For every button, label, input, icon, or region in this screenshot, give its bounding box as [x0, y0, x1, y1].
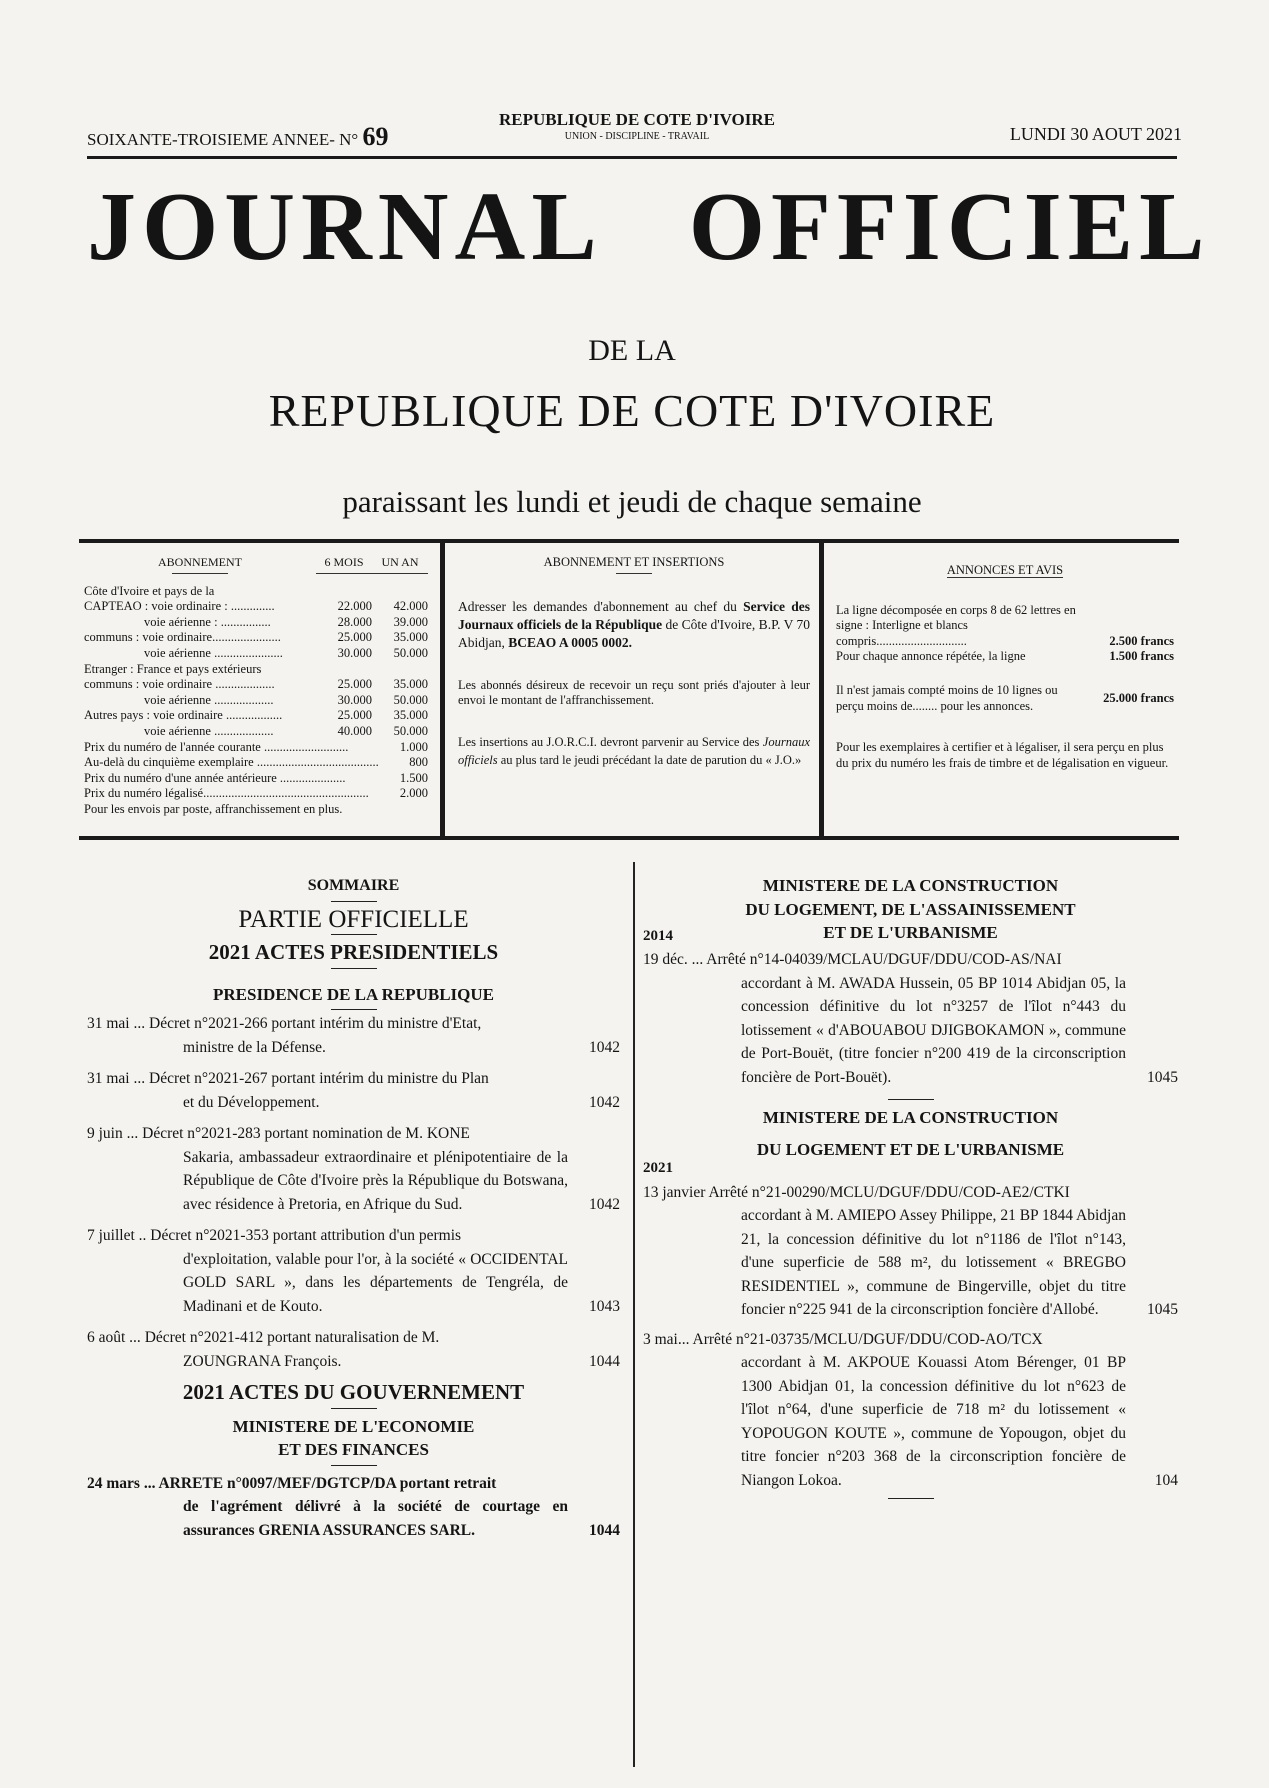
ministere-construction-3: ET DE L'URBANISME — [823, 923, 998, 942]
issue-number: 69 — [362, 122, 389, 151]
right-entry-2: 13 janvier Arrêté n°21-00290/MCLU/DGUF/DDU/COD-AE2/CTKI accordant à M. AMIEPO Assey Philippe, 21 BP 1844 Abidjan 21, la concession définitive du lot n°1186 de l'îlot n°143, d'une superficie de 588 m², du lotissement « BREGBO RESIDENTIEL », commune de Bingerville, objet du titre foncier n°225 941 de la circonscription foncière d'Allobé. 1045 — [643, 1183, 1178, 1318]
box-bottom-rule — [79, 836, 1179, 840]
row-label: Autres pays : voie ordinaire .................. — [84, 708, 283, 723]
price-row — [84, 740, 428, 756]
insertions-heading: ABONNEMENT ET INSERTIONS — [458, 555, 810, 574]
box-separator-2 — [819, 542, 824, 836]
price-value: 800 — [409, 755, 428, 770]
box-top-rule — [79, 539, 1179, 543]
masthead-country: REPUBLIQUE DE COTE D'IVOIRE — [268, 385, 996, 436]
row-un-an: 35.000 — [393, 708, 428, 723]
row-un-an: 50.000 — [393, 692, 428, 707]
sommaire-entry — [87, 1122, 620, 1216]
actes-presidentiels: 2021 ACTES PRESIDENTIELS — [208, 940, 499, 964]
issue-label — [87, 122, 388, 152]
insertions-p3: Les insertions au J.O.R.C.I. devront parvenir au Service des Journaux officiels au plus tard le jeudi précédant la date de parution du « J.O.» — [458, 734, 810, 767]
price-label: Prix du numéro légalisé..................................................... — [84, 786, 369, 801]
entry-title: Décret n°2021-412 portant naturalisation de M. — [144, 1329, 440, 1346]
price-line: La ligne décomposée en corps 8 de 62 lettres en signe : Interligne et blancs compris............................. 2.500 francs — [836, 602, 1174, 648]
row-un-an: 35.000 — [393, 630, 428, 645]
entry-page: 1043 — [589, 1297, 620, 1315]
year-2014: 2014 — [643, 927, 673, 944]
header-6-mois: 6 MOIS — [324, 555, 364, 569]
sommaire-entry — [87, 1224, 620, 1318]
masthead-title: JOURNAL OFFICIEL — [87, 173, 1211, 281]
entry-title: Décret n°2021-267 portant intérim du ministre du Plan — [149, 1070, 489, 1087]
actes-gouvernement: 2021 ACTES DU GOUVERNEMENT — [182, 1380, 525, 1404]
price-label: Prix du numéro d'une année antérieure ..................... — [84, 770, 346, 785]
top-bar — [87, 108, 1182, 151]
entry-date: 31 mai ... — [87, 1070, 146, 1087]
box-separator-1 — [440, 542, 445, 836]
row-label: communs : voie ordinaire ................... — [84, 677, 275, 692]
header-abonnement: ABONNEMENT — [158, 555, 242, 569]
price-value: 1.500 — [399, 770, 428, 785]
row-un-an: 50.000 — [393, 645, 428, 660]
entry-text: Sakaria, ambassadeur extraordinaire et plénipotentiaire de la République de Côte d'Ivoire près la République du Botswana, avec résidence à Pretoria, en Afrique du Sud. — [183, 1148, 568, 1213]
price-repeat: Pour chaque annonce répétée, la ligne 1.500 francs — [836, 649, 1174, 664]
price-min: Il n'est jamais compté moins de 10 lignes ou perçu moins de........ pour les annonces. 25.000 francs — [836, 682, 1174, 713]
ministere-construction-1: MINISTERE DE LA CONSTRUCTION — [762, 876, 1059, 895]
header-rule — [87, 156, 1177, 159]
republic-block — [482, 110, 792, 142]
entry-title: Décret n°2021-266 portant intérim du ministre d'Etat, — [149, 1015, 482, 1032]
entry-page: 1042 — [589, 1038, 620, 1056]
subscription-headers — [84, 555, 428, 574]
subscription-row — [84, 693, 428, 709]
row-6-mois: 30.000 — [337, 645, 372, 660]
row-label: CAPTEAO : voie ordinaire : .............. — [84, 599, 275, 614]
entry-text: ZOUNGRANA François. — [183, 1352, 342, 1370]
partie-officielle: PARTIE OFFICIELLE — [238, 905, 469, 933]
entry-title: Décret n°2021-353 portant attribution d'un permis — [150, 1227, 462, 1244]
masthead-de-la: DE LA — [588, 334, 676, 367]
issue-date: LUNDI 30 AOUT 2021 — [1009, 124, 1182, 144]
subscription-row — [84, 630, 428, 646]
entry-text: d'exploitation, valable pour l'or, à la société « OCCIDENTAL GOLD SARL », dans les départements de Tengréla, de Madinani et de Kouto. — [183, 1250, 568, 1315]
row-6-mois: 25.000 — [337, 708, 372, 723]
postage-note: Pour les envois par poste, affranchissement en plus. — [84, 801, 343, 816]
sommaire-column — [87, 868, 620, 1550]
issue-prefix: SOIXANTE-TROISIEME ANNEE- N° — [87, 130, 359, 149]
row-un-an — [372, 584, 428, 600]
price-row — [84, 786, 428, 802]
insertions-p2: Les abonnés désireux de recevoir un reçu sont priés d'ajouter à leur envoi le montant de l'affranchissement. — [458, 677, 810, 708]
price-label: Prix du numéro de l'année courante ........................... — [84, 739, 349, 754]
entry-page: 1044 — [589, 1352, 620, 1370]
row-6-mois: 25.000 — [337, 630, 372, 645]
subscription-rows — [84, 584, 428, 740]
subscription-row — [84, 708, 428, 724]
row-un-an: 42.000 — [393, 599, 428, 614]
row-6-mois — [316, 584, 372, 600]
subscription-row — [84, 584, 428, 600]
row-6-mois: 28.000 — [337, 614, 372, 629]
sommaire-entry — [87, 1012, 620, 1059]
header-un-an: UN AN — [381, 555, 419, 569]
column-divider — [633, 862, 635, 1767]
entry-date: 6 août ... — [87, 1329, 141, 1346]
price-value: 1.000 — [399, 739, 428, 754]
price-row — [84, 755, 428, 771]
ministere-construction-b1: MINISTERE DE LA CONSTRUCTION — [762, 1108, 1059, 1127]
price-rows — [84, 740, 428, 802]
price-row — [84, 771, 428, 787]
entry-page: 1042 — [589, 1093, 620, 1111]
entry-date: 7 juillet .. — [87, 1227, 147, 1244]
row-label: communs : voie ordinaire...................... — [84, 630, 281, 645]
republic-name: REPUBLIQUE DE COTE D'IVOIRE — [499, 110, 775, 129]
row-6-mois: 30.000 — [337, 692, 372, 707]
right-column — [643, 868, 1178, 1505]
right-entry-1: 19 déc. ... Arrêté n°14-04039/MCLAU/DGUF/DDU/COD-AS/NAI accordant à M. AWADA Hussein, 05 BP 1014 Abidjan 05, la concession définitive du lot n°3257 de l'îlot n°443 du lotissement « d'ABOUABOU DJIGBOKAMON », commune de Port-Bouët, (titre foncier n°200 419 de la circonscription foncière de Port-Bouët). 1045 — [643, 951, 1178, 1086]
row-6-mois: 40.000 — [337, 723, 372, 738]
subscription-row — [84, 724, 428, 740]
row-un-an: 35.000 — [393, 677, 428, 692]
sommaire-entry — [87, 1067, 620, 1114]
row-un-an — [372, 662, 428, 678]
ministere-economie-1: MINISTERE DE L'ECONOMIE — [232, 1416, 475, 1436]
subscription-row — [84, 662, 428, 678]
price-label: Au-delà du cinquième exemplaire ....................................... — [84, 755, 379, 770]
masthead-frequency: paraissant les lundi et jeudi de chaque semaine — [342, 484, 922, 519]
entry-date: 9 juin ... — [87, 1125, 139, 1142]
row-un-an: 39.000 — [393, 614, 428, 629]
sommaire-title: SOMMAIRE — [307, 877, 400, 894]
row-label: Etranger : France et pays extérieurs — [84, 661, 262, 676]
insertions-block — [458, 555, 810, 787]
ministere-construction-2: DU LOGEMENT, DE L'ASSAINISSEMENT — [745, 899, 1076, 919]
entry-date: 31 mai ... — [87, 1015, 146, 1032]
year-2021: 2021 — [643, 1160, 673, 1176]
cert-note: Pour les exemplaires à certifier et à légaliser, il sera perçu en plus du prix du numéro les frais de timbre et de légalisation en vigueur. — [836, 740, 1169, 770]
row-label: voie aérienne ................... — [144, 723, 274, 738]
eco-entry: 24 mars ... ARRETE n°0097/MEF/DGTCP/DA portant retrait de l'agrément délivré à la société de courtage en assurances GRENIA ASSURANCES SARL. 1044 — [87, 1474, 620, 1539]
annonces-heading: ANNONCES ET AVIS — [946, 563, 1064, 577]
insertions-p1: Adresser les demandes d'abonnement au chef du Service des Journaux officiels de la République de Côte d'Ivoire, B.P. V 70 Abidjan, BCEAO A 0005 0002. — [458, 598, 811, 650]
motto: UNION - DISCIPLINE - TRAVAIL — [564, 131, 710, 142]
row-6-mois: 25.000 — [337, 677, 372, 692]
price-value: 2.000 — [399, 786, 428, 801]
row-label: voie aérienne ................... — [144, 692, 274, 707]
entry-page: 1042 — [589, 1195, 620, 1213]
subscription-row — [84, 677, 428, 693]
ministere-economie-2: ET DES FINANCES — [278, 1440, 429, 1459]
row-label: Côte d'Ivoire et pays de la — [84, 583, 215, 598]
row-6-mois: 22.000 — [337, 599, 372, 614]
row-label: voie aérienne : ................ — [144, 614, 271, 629]
subscription-table — [84, 555, 428, 818]
annonces-block — [836, 555, 1174, 785]
row-label: voie aérienne ...................... — [144, 645, 283, 660]
row-un-an: 50.000 — [393, 723, 428, 738]
subscription-row — [84, 599, 428, 615]
entry-title: Décret n°2021-283 portant nomination de M. KONE — [142, 1125, 470, 1142]
entry-text: et du Développement. — [183, 1093, 320, 1111]
sommaire-entries — [87, 1012, 620, 1373]
entry-text: ministre de la Défense. — [183, 1038, 326, 1056]
ministere-construction-b2: DU LOGEMENT ET DE L'URBANISME — [756, 1139, 1065, 1159]
sommaire-entry — [87, 1326, 620, 1373]
presidence-heading: PRESIDENCE DE LA REPUBLIQUE — [212, 984, 495, 1004]
subscription-row — [84, 646, 428, 662]
right-entry-3: 3 mai... Arrêté n°21-03735/MCLU/DGUF/DDU/COD-AO/TCX accordant à M. AKPOUE Kouassi Atom Bérenger, 01 BP 1300 Abidjan 01, la concession définitive du lot n°623 de l'îlot n°64, d'une superficie de 718 m² du lotissement « YOPOUGON KOUTE », commune de Yopougon, objet du titre foncier n°203 368 de la circonscription foncière de Niangon Lokoa. 104 — [643, 1330, 1178, 1489]
subscription-row — [84, 615, 428, 631]
row-6-mois — [316, 662, 372, 678]
